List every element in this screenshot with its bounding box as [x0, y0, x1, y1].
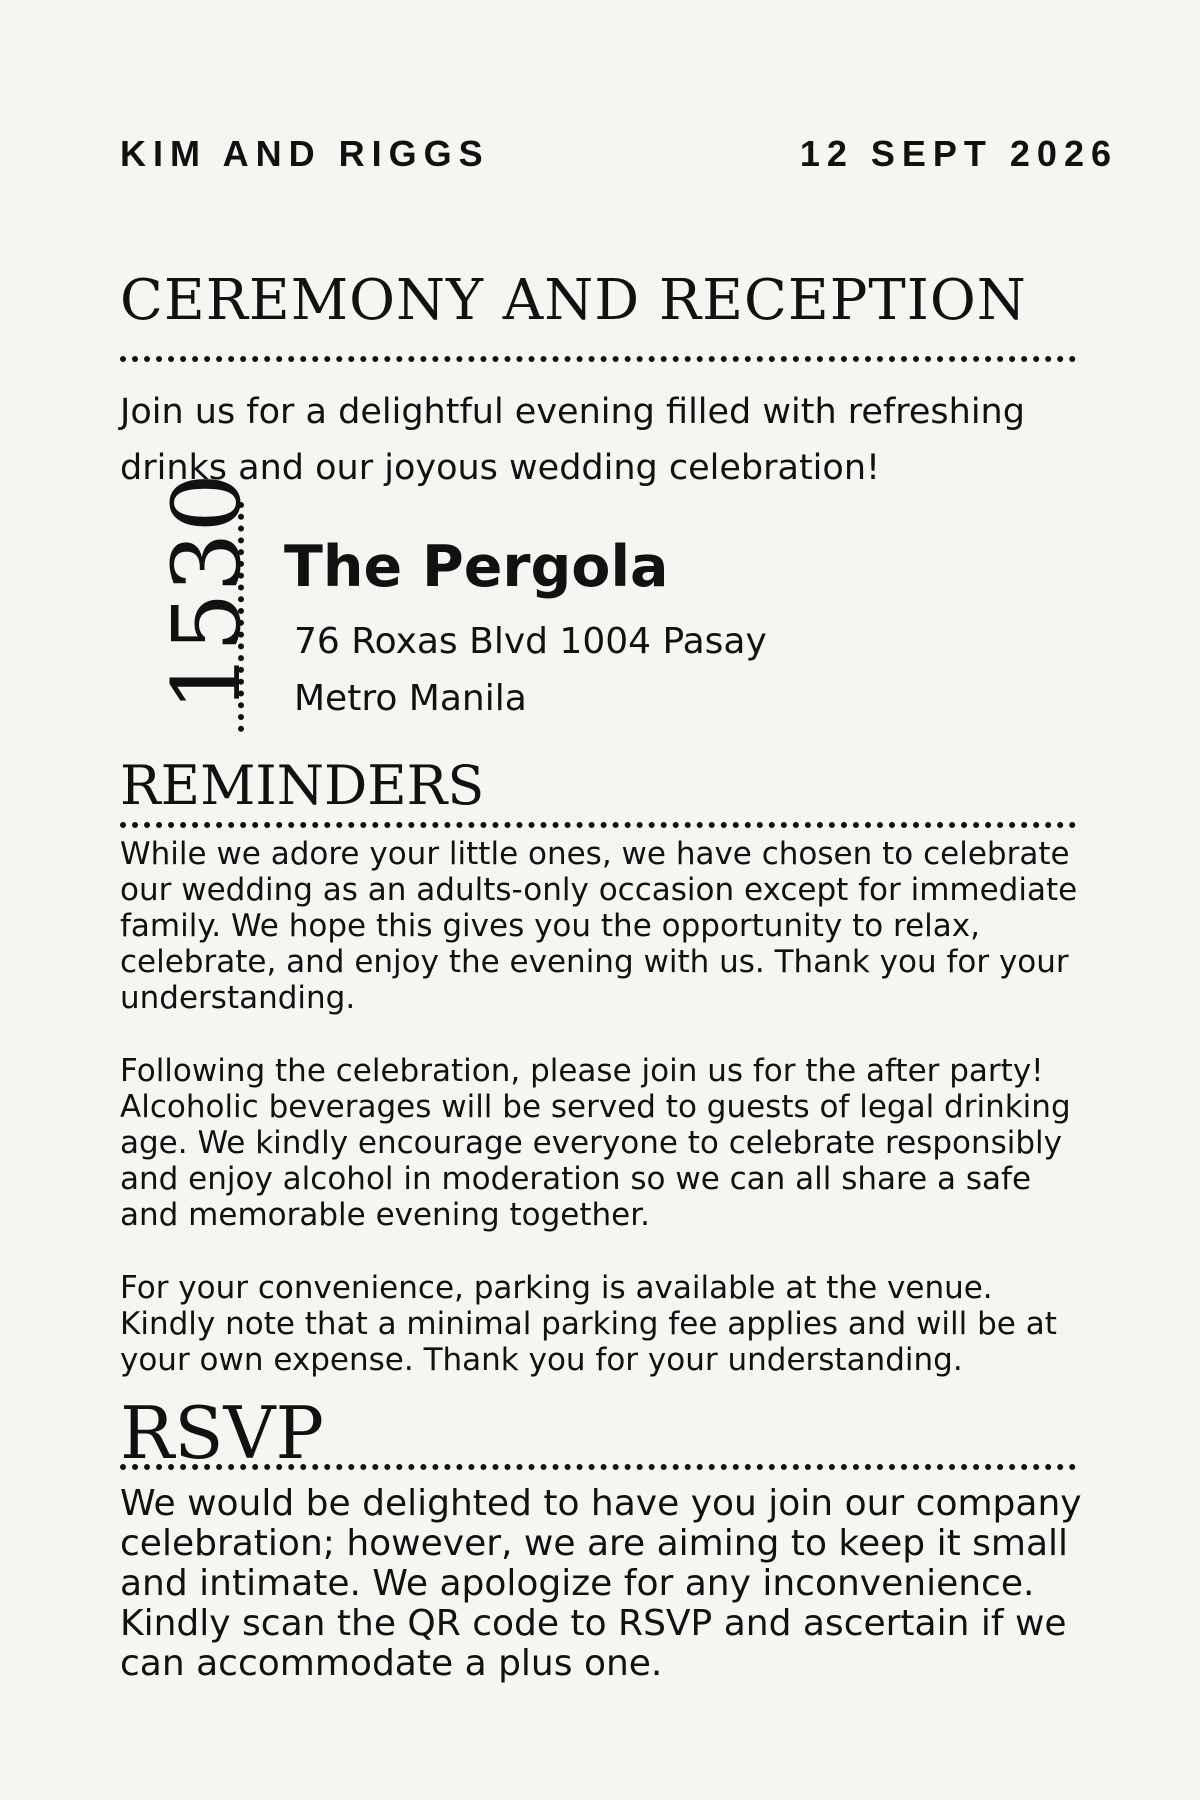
venue-name: The Pergola — [284, 534, 669, 600]
vertical-dotted-divider — [238, 502, 244, 732]
dotted-divider — [120, 356, 1076, 362]
reminder-children: While we adore your little ones, we have chosen to celebrate our wedding as an adults-only occasion except for immediate family. We hope this gives you the opportunity to relax, celebrate, and enjoy the evening with us. Thank you for your understanding. — [120, 836, 1078, 1016]
wedding-date: 12 SEPT 2026 — [799, 133, 1118, 174]
reminder-parking: For your convenience, parking is available at the venue. Kindly note that a minimal parking fee applies and will be at your own expense. Thank you for your understanding. — [120, 1270, 1057, 1378]
couple-names: KIM AND RIGGS — [120, 133, 490, 174]
ceremony-heading: CEREMONY AND RECEPTION — [120, 268, 1027, 333]
venue-address-line2: Metro Manila — [294, 678, 527, 719]
rsvp-heading: RSVP — [120, 1391, 324, 1475]
ceremony-time: 1530 — [153, 472, 262, 712]
reminder-after-party: Following the celebration, please join us for the after party! Alcoholic beverages will be served to guests of legal drinking age. We kindly encourage everyone to celebrate responsibly and enjoy alcohol in moderation so we can all share a safe and memorable evening together. — [120, 1053, 1071, 1233]
dotted-divider — [120, 1464, 1076, 1470]
ceremony-intro: Join us for a delightful evening filled with refreshing drinks and our joyous wedding celebration! — [120, 392, 1025, 488]
dotted-divider — [120, 822, 1076, 828]
rsvp-text: We would be delighted to have you join our company celebration; however, we are aiming to keep it small and intimate. We apologize for any inconvenience. Kindly scan the QR code to RSVP and ascertain if we can accommodate a plus one. — [120, 1483, 1082, 1684]
venue-address-line1: 76 Roxas Blvd 1004 Pasay — [294, 621, 767, 662]
reminders-heading: REMINDERS — [120, 754, 485, 817]
